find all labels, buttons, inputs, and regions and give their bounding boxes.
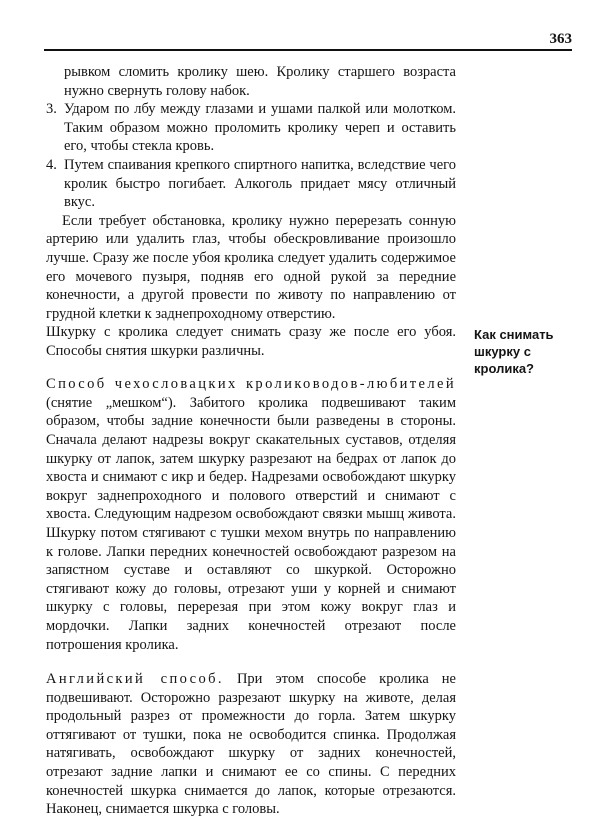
- top-text-block: [46, 63, 456, 323]
- list-item-text: Путем спаивания крепкого спиртного напитка, вследствие чего кролик быстро погибает. Алкоголь придает мясу отличный вкус.: [64, 156, 456, 211]
- method-1-text: (снятие „мешком“). Забитого кролика подвешивают таким образом, чтобы задние конечности были разведены в стороны. Сначала делают надрезы вокруг скакательных суставов, отделяя шкурку от лапок, затем шкурку разрезают на бедрах от лапок до хвоста и снимают с икр и бедер. Надрезами освобождают шкурку вокруг заднепроходного и полового отверстий и снимают с хвоста. Следующим надрезом освобождают связки мышц живота. Шкурку потом стягивают с тушки мехом внутрь по направлению к голове. Лапки передних конечностей освобождают разрезом на запястном суставе и оставляют со шкуркой. Осторожно стягивают кожу до головы, отрезают уши у корней и снимают шкурку с головы, перерезая при этом кожу вокруг глаз и мордочки. Лапки задних конечностей отрезают после потрошения кролика.: [46, 394, 456, 653]
- section-text-block: [46, 323, 456, 819]
- list-item-text: Ударом по лбу между глазами и ушами палкой или молотком. Таким образом можно проломить кролику череп и оставить его, чтобы стекла кровь.: [64, 101, 456, 155]
- list-item-number: 3.: [46, 101, 57, 118]
- method-2-title: Английский способ.: [46, 671, 224, 688]
- list-continuation: рывком сломить кролику шею. Кролику старшего возраста нужно свернуть голову набок.: [64, 64, 456, 99]
- list-item-number: 4.: [46, 156, 57, 173]
- list-item: [46, 156, 456, 212]
- header-rule: [44, 49, 572, 51]
- page-number: 363: [549, 31, 572, 47]
- section-intro: Шкурку с кролика следует снимать сразу же после его убоя. Способы снятия шкурки различны.: [46, 324, 456, 359]
- method-2-text: При этом способе кролика не подвешивают. Осторожно разрезают шкурку на животе, делая продольный разрез от промежности до горла. Затем шкурку оттягивают от тушки, пока не освободится спинка. Продолжая натягивать, освобождают шкурку от задних конечностей, отрезают задние лапки и снимают ее со спины. С передних конечностей шкурка снимается до лапок, которые отрезаются. Наконец, снимается шкурка с головы.: [46, 671, 456, 818]
- paragraph: Если требует обстановка, кролику нужно перерезать сонную артерию или удалить глаз, чтобы обескровливание произошло лучше. Сразу же после убоя кролика следует удалить содержимое его мочевого пузыря, подняв его одной рукой за передние конечности, а другой провести по животу по направлению от грудной клетки к заднепроходному отверстию.: [46, 212, 456, 322]
- method-1-paragraph: [46, 375, 456, 654]
- list-item: [46, 100, 456, 156]
- method-2-paragraph: [46, 670, 456, 819]
- method-1-title: Способ чехословацких кролиководов-любителей: [46, 376, 456, 393]
- margin-heading: Как снимать шкурку с кролика?: [474, 327, 554, 376]
